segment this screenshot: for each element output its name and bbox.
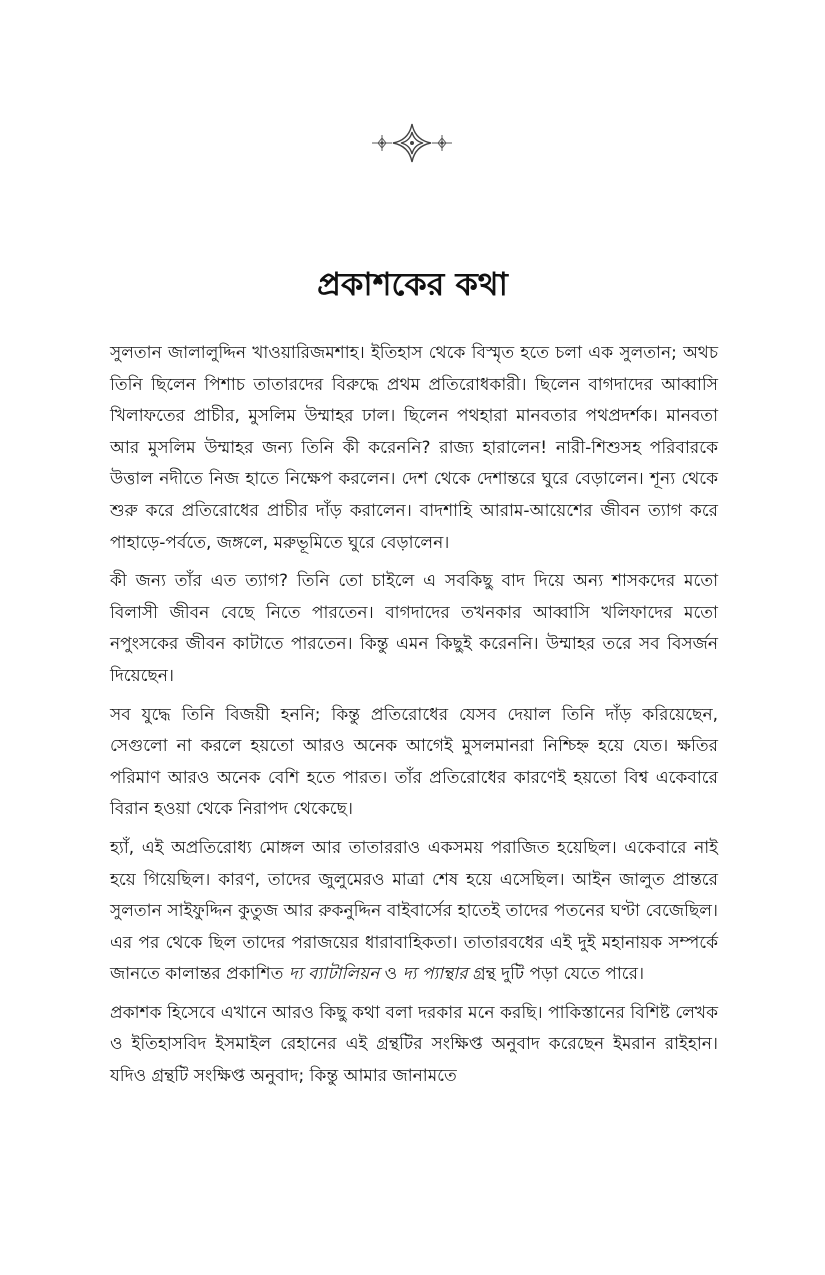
book-title-battalion: দ্য ব্যাটালিয়ন — [288, 964, 380, 985]
page-title: প্রকাশকের কথা — [317, 265, 508, 303]
star-ornament-icon — [362, 118, 462, 168]
paragraph-4 — [110, 833, 718, 991]
paragraph-3: সব যুদ্ধে তিনি বিজয়ী হননি; কিন্তু প্রতিরোধের যেসব দেয়াল তিনি দাঁড় করিয়েছেন, সেগুলো না করলে হয়তো আরও অনেক আগেই মুসলমানরা নিশ্চিহ্ন হয়ে যেত। ক্ষতির পরিমাণ আরও অনেক বেশি হতে পারত। তাঁর প্রতিরোধের কারণেই হয়তো বিশ্ব একেবারে বিরান হওয়া থেকে নিরাপদ থেকেছে। — [110, 704, 718, 820]
paragraph-4-connector: ও — [379, 964, 403, 985]
paragraph-4-text-end: গ্রন্থ দুটি পড়া যেতে পারে। — [467, 964, 645, 985]
paragraph-1: সুলতান জালালুদ্দিন খাওয়ারিজমশাহ। ইতিহাস থেকে বিস্মৃত হতে চলা এক সুলতান; অথচ তিনি ছিলেন পিশাচ তাতারদের বিরুদ্ধে প্রথম প্রতিরোধকারী। ছিলেন বাগদাদের আব্বাসি খিলাফতের প্রাচীর, মুসলিম উম্মাহর ঢাল। ছিলেন পথহারা মানবতার পথপ্রদর্শক। মানবতা আর মুসলিম উম্মাহর জন্য তিনি কী করেননি? রাজ্য হারালেন! নারী-শিশুসহ পরিবারকে উত্তাল নদীতে নিজ হাতে নিক্ষেপ করলেন। দেশ থেকে দেশান্তরে ঘুরে বেড়ালেন। শূন্য থেকে শুরু করে প্রতিরোধের প্রাচীর দাঁড় করালেন। বাদশাহি আরাম-আয়েশের জীবন ত্যাগ করে পাহাড়ে-পর্বতে, জঙ্গলে, মরুভূমিতে ঘুরে বেড়ালেন। — [110, 343, 718, 553]
book-title-panther: দ্য প্যান্থার — [402, 964, 468, 985]
paragraph-5: প্রকাশক হিসেবে এখানে আরও কিছু কথা বলা দরকার মনে করছি। পাকিস্তানের বিশিষ্ট লেখক ও ইতিহাসবিদ ইসমাইল রেহানের এই গ্রন্থটির সংক্ষিপ্ত অনুবাদ করেছেন ইমরান রাইহান। যদিও গ্রন্থটি সংক্ষিপ্ত অনুবাদ; কিন্তু আমার জানামতে — [110, 1002, 718, 1087]
body-text — [110, 338, 718, 1100]
paragraph-4-text-start: হ্যাঁ, এই অপ্রতিরোধ্য মোঙ্গল আর তাতাররাও একসময় পরাজিত হয়েছিল। একেবারে নাই হয়ে গিয়েছিল। কারণ, তাদের জুলুমেরও মাত্রা শেষ হয়ে এসেছিল। আইন জালুত প্রান্তরে সুলতান সাইফুদ্দিন কুতুজ আর রুকনুদ্দিন বাইবার্সের হাতেই তাদের পতনের ঘণ্টা বেজেছিল। এর পর থেকে ছিল তাদের পরাজয়ের ধারাবাহিকতা। তাতারবধের এই দুই মহানায়ক সম্পর্কে জানতে কালান্তর প্রকাশিত — [110, 837, 718, 985]
paragraph-2: কী জন্য তাঁর এত ত্যাগ? তিনি তো চাইলে এ সবকিছু বাদ দিয়ে অন্য শাসকদের মতো বিলাসী জীবন বেছে নিতে পারতেন। বাগদাদের তখনকার আব্বাসি খলিফাদের মতো নপুংসকের জীবন কাটাতে পারতেন। কিন্তু এমন কিছুই করেননি। উম্মাহর তরে সব বিসর্জন দিয়েছেন। — [110, 571, 718, 686]
